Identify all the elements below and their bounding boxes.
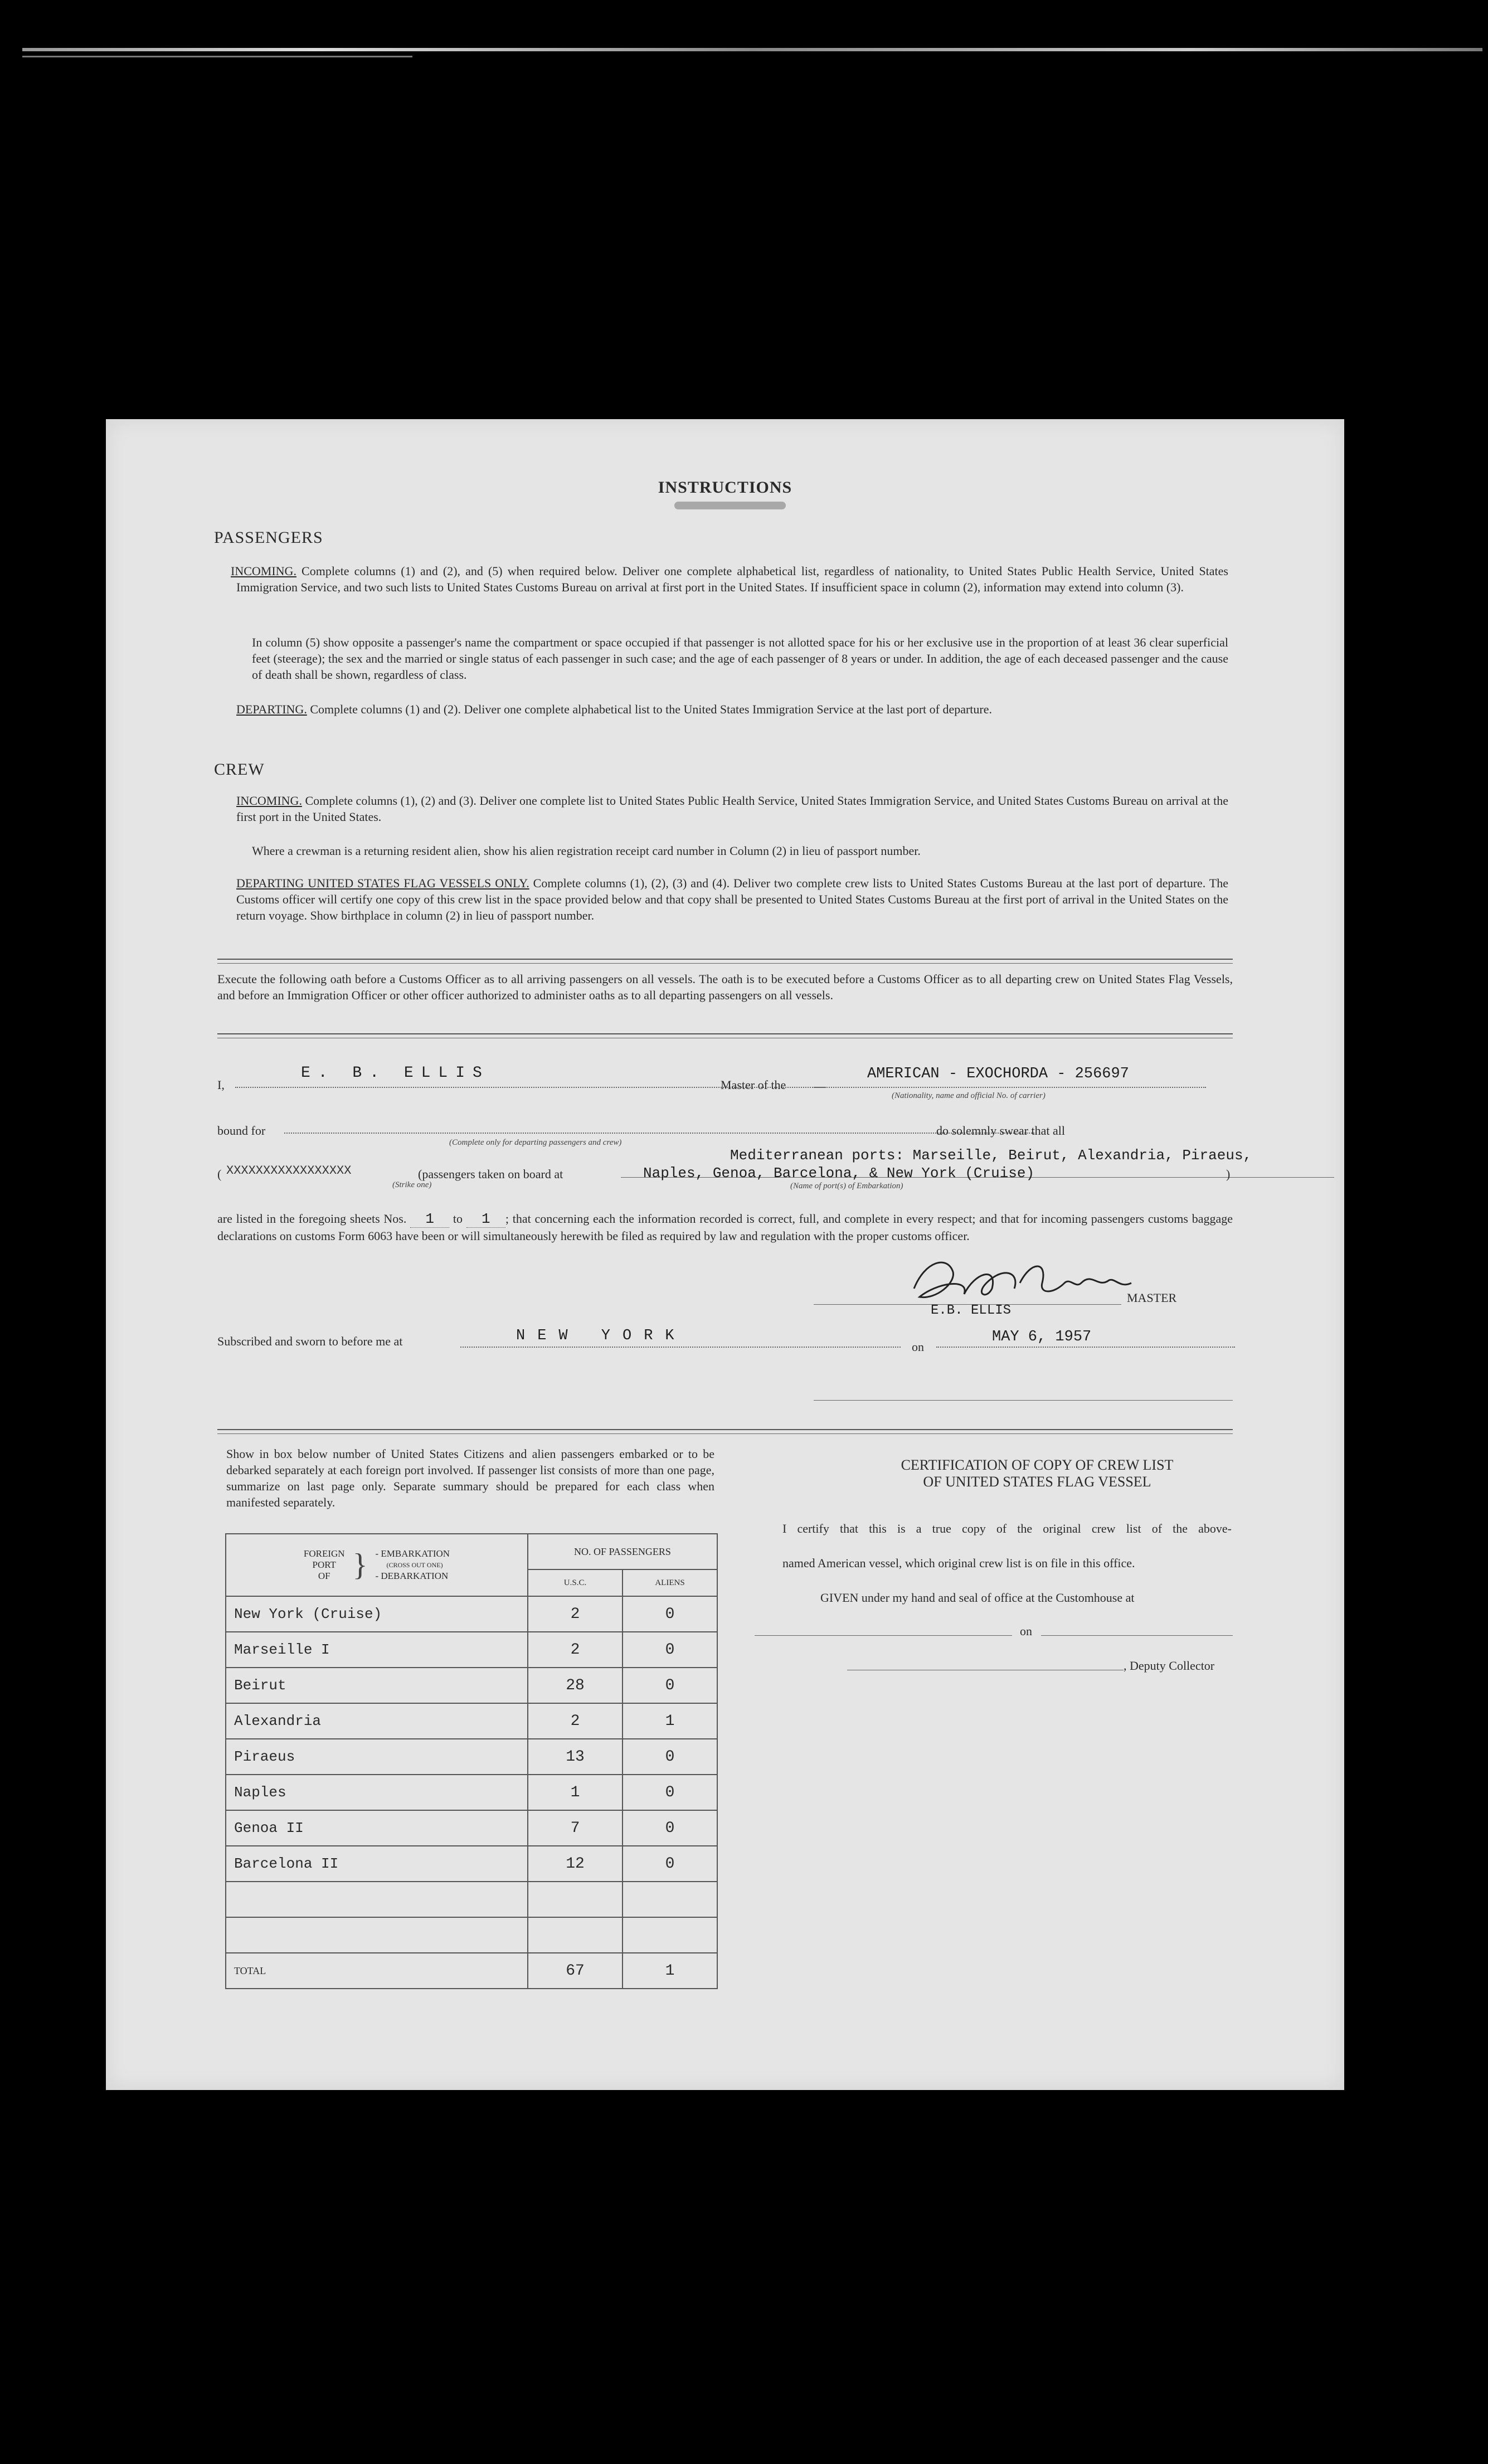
- port-column-header: [226, 1534, 528, 1596]
- certification-text-line3: GIVEN under my hand and seal of office at the Customhouse at: [820, 1591, 1135, 1605]
- certification-title-line1: CERTIFICATION OF COPY OF CREW LIST: [901, 1457, 1174, 1473]
- sheets-to-label: to: [453, 1212, 463, 1226]
- debark-header: - DEBARKATION: [375, 1571, 449, 1581]
- crew-heading: CREW: [214, 760, 265, 779]
- bound-for-label: bound for: [217, 1124, 266, 1138]
- table-row: [226, 1668, 717, 1703]
- master-label: MASTER: [1127, 1291, 1177, 1305]
- port-cell: Beirut: [226, 1668, 528, 1703]
- port-cell: [226, 1917, 528, 1953]
- port-header-line2: PORT: [312, 1559, 336, 1570]
- table-header-row: [226, 1534, 717, 1569]
- divider: [217, 1429, 1233, 1430]
- aliens-cell: 0: [623, 1810, 717, 1846]
- place-line: [460, 1347, 901, 1348]
- certification-on-label: on: [1020, 1624, 1032, 1638]
- aliens-cell: [623, 1882, 717, 1917]
- total-aliens: 1: [623, 1953, 717, 1989]
- crew-departing-label: DEPARTING UNITED STATES FLAG VESSELS ONLY.: [236, 876, 529, 890]
- usc-cell: 2: [528, 1596, 623, 1632]
- port-cell: [226, 1882, 528, 1917]
- port-cell: Barcelona II: [226, 1846, 528, 1882]
- aliens-cell: 0: [623, 1739, 717, 1775]
- ports-line-2: Naples, Genoa, Barcelona, & New York (Cruise): [643, 1165, 1035, 1182]
- signature-typed-name: E.B. ELLIS: [931, 1303, 1012, 1318]
- officer-signature-line: [814, 1400, 1233, 1401]
- divider: [217, 963, 1233, 964]
- embark-header: - EMBARKATION: [375, 1548, 450, 1559]
- passengers-incoming-paragraph: [231, 563, 1228, 595]
- brace-icon: }: [352, 1548, 368, 1582]
- bound-for-caption: (Complete only for departing passengers and crew): [449, 1138, 622, 1147]
- sheets-from: 1: [410, 1211, 449, 1228]
- certification-text-line2: named American vessel, which original crew list is on file in this office.: [782, 1556, 1135, 1570]
- table-row: [226, 1739, 717, 1775]
- divider: [217, 1033, 1233, 1034]
- master-of-label: Master of the: [721, 1078, 786, 1092]
- film-edge-line: [22, 48, 1482, 51]
- crew-returning-paragraph: Where a crewman is a returning resident alien, show his alien registration receipt card number in Column (2) in lieu of passport number.: [252, 844, 921, 858]
- oath-i-label: I,: [217, 1078, 225, 1092]
- table-total-row: [226, 1953, 717, 1989]
- certification-date-line: [1041, 1635, 1233, 1636]
- ports-line-1: Mediterranean ports: Marseille, Beirut, Alexandria, Piraeus,: [730, 1147, 1252, 1164]
- strike-caption: (Strike one): [392, 1180, 432, 1189]
- port-cell: Naples: [226, 1775, 528, 1810]
- port-cell: New York (Cruise): [226, 1596, 528, 1632]
- crew-departing-text: Complete columns (1), (2), (3) and (4). Deliver two complete crew lists to United States Customs Bureau at the last port of departure. The Customs officer will certify one copy of this crew list in the space provided below and that copy shall be presented to United States Customs Bureau at the first port of arrival in the United States on the return voyage. Show birthplace in column (2) in lieu of passport number.: [236, 876, 1229, 922]
- divider: [217, 959, 1233, 960]
- usc-cell: 2: [528, 1632, 623, 1668]
- customhouse-line: [755, 1635, 1012, 1636]
- port-cell: Genoa II: [226, 1810, 528, 1846]
- total-usc: 67: [528, 1953, 623, 1989]
- port-header-line1: FOREIGN: [303, 1548, 345, 1559]
- passengers-departing-label: DEPARTING.: [236, 702, 307, 716]
- usc-header: U.S.C.: [528, 1569, 623, 1596]
- usc-cell: [528, 1917, 623, 1953]
- passengers-heading: PASSENGERS: [214, 528, 323, 547]
- crew-incoming-paragraph: [236, 793, 1228, 825]
- swear-label: do solemnly swear that all: [936, 1124, 1065, 1138]
- sworn-place: NEW YORK: [516, 1328, 687, 1344]
- aliens-cell: 0: [623, 1775, 717, 1810]
- document-page: [106, 419, 1344, 2090]
- aliens-cell: 0: [623, 1596, 717, 1632]
- certification-title-line2: OF UNITED STATES FLAG VESSEL: [923, 1474, 1151, 1490]
- usc-cell: 28: [528, 1668, 623, 1703]
- usc-cell: 13: [528, 1739, 623, 1775]
- usc-cell: 7: [528, 1810, 623, 1846]
- aliens-cell: [623, 1917, 717, 1953]
- vessel-caption: (Nationality, name and official No. of carrier): [892, 1091, 1046, 1100]
- vessel-line: [814, 1087, 1206, 1088]
- passengers-incoming-label: INCOMING.: [231, 564, 296, 578]
- port-header-line3: OF: [318, 1571, 330, 1581]
- cross-out-header: (CROSS OUT ONE): [386, 1561, 443, 1569]
- subscribed-label: Subscribed and sworn to before me at: [217, 1334, 403, 1348]
- strike-prefix: (: [217, 1167, 222, 1181]
- divider: [217, 1433, 1233, 1434]
- deputy-collector-label: , Deputy Collector: [1124, 1659, 1215, 1673]
- ports-caption: (Name of port(s) of Embarkation): [790, 1182, 903, 1190]
- certification-title: [817, 1457, 1257, 1490]
- bound-for-line: [284, 1133, 1037, 1134]
- passenger-summary-table: [225, 1533, 718, 1989]
- port-cell: Marseille I: [226, 1632, 528, 1668]
- table-row: [226, 1703, 717, 1739]
- passengers-departing-text: Complete columns (1) and (2). Deliver one complete alphabetical list to the United States Immigration Service at the last port of departure.: [307, 702, 993, 716]
- strike-value: XXXXXXXXXXXXXXXXX: [226, 1164, 352, 1178]
- table-row: [226, 1810, 717, 1846]
- oath-instructions: Execute the following oath before a Customs Officer as to all arriving passengers on all vessels. The oath is to be executed before a Customs Officer as to all departing crew on United States Flag Vessels, and before an Immigration Officer or other officer authorized to administer oaths as to all departing passengers on all vessels.: [217, 972, 1233, 1002]
- port-cell: Piraeus: [226, 1739, 528, 1775]
- total-label: TOTAL: [226, 1953, 528, 1989]
- aliens-cell: 0: [623, 1632, 717, 1668]
- table-row: [226, 1775, 717, 1810]
- sworn-date: MAY 6, 1957: [992, 1329, 1092, 1345]
- summary-instructions: Show in box below number of United States Citizens and alien passengers embarked or to be debarked separately at each foreign port involved. If passenger list consists of more than one page, summarize on last page only. Separate summary should be prepared for each class when manifested separately.: [226, 1447, 714, 1509]
- sworn-on-label: on: [912, 1340, 924, 1354]
- usc-cell: [528, 1882, 623, 1917]
- ports-close-paren: ): [1226, 1167, 1231, 1181]
- table-row: [226, 1846, 717, 1882]
- crew-departing-paragraph: [236, 875, 1228, 924]
- table-row: [226, 1917, 717, 1953]
- sheets-suffix: ; that concerning each the information recorded is correct, full, and complete in every respect; and that for incoming passengers customs baggage declarations on customs Form 6063 have been or will simultaneously herewith be filed as required by law and regulation with the proper customs officer.: [217, 1212, 1233, 1243]
- sheets-paragraph: [217, 1211, 1233, 1245]
- film-edge-line: [22, 56, 412, 57]
- table-row: [226, 1632, 717, 1668]
- sheets-to: 1: [466, 1211, 505, 1228]
- aliens-cell: 1: [623, 1703, 717, 1739]
- passengers-count-header: NO. OF PASSENGERS: [528, 1534, 717, 1569]
- usc-cell: 2: [528, 1703, 623, 1739]
- passengers-departing-paragraph: [236, 701, 1228, 717]
- instructions-title: INSTRUCTIONS: [658, 478, 792, 497]
- aliens-header: ALIENS: [623, 1569, 717, 1596]
- aliens-cell: 0: [623, 1846, 717, 1882]
- vessel-name: AMERICAN - EXOCHORDA - 256697: [867, 1066, 1129, 1082]
- aliens-cell: 0: [623, 1668, 717, 1703]
- usc-cell: 1: [528, 1775, 623, 1810]
- passengers-column5-paragraph: In column (5) show opposite a passenger's name the compartment or space occupied if that passenger is not allotted space for his or her exclusive use in the proportion of at least 36 clear superficial feet (steerage); the sex and the married or single status of each passenger in such case; and the age of each passenger of 8 years or under. In addition, the age of each deceased passenger and the cause of death shall be shown, regardless of class.: [252, 635, 1228, 682]
- usc-cell: 12: [528, 1846, 623, 1882]
- sheets-prefix: are listed in the foregoing sheets Nos.: [217, 1212, 407, 1226]
- table-row: [226, 1596, 717, 1632]
- crew-incoming-text: Complete columns (1), (2) and (3). Deliver one complete list to United States Public Health Service, United States Immigration Service, and United States Customs Bureau on arrival at the first port in the United States.: [236, 794, 1228, 824]
- passengers-taken-label: (passengers taken on board at: [418, 1167, 563, 1181]
- crew-incoming-label: INCOMING.: [236, 794, 302, 808]
- master-name: E. B. ELLIS: [301, 1065, 490, 1082]
- date-line: [936, 1347, 1235, 1348]
- table-row: [226, 1882, 717, 1917]
- ink-smudge: [674, 502, 786, 509]
- certification-text-line1: I certify that this is a true copy of the original crew list of the above-: [782, 1522, 1232, 1535]
- port-cell: Alexandria: [226, 1703, 528, 1739]
- passengers-incoming-text: Complete columns (1) and (2), and (5) when required below. Deliver one complete alphabetical list, regardless of nationality, to United States Public Health Service, United States Immigration Service, and two such lists to United States Customs Bureau on arrival at first port in the United States. If insufficient space in column (2), information may extend into column (3).: [236, 564, 1228, 594]
